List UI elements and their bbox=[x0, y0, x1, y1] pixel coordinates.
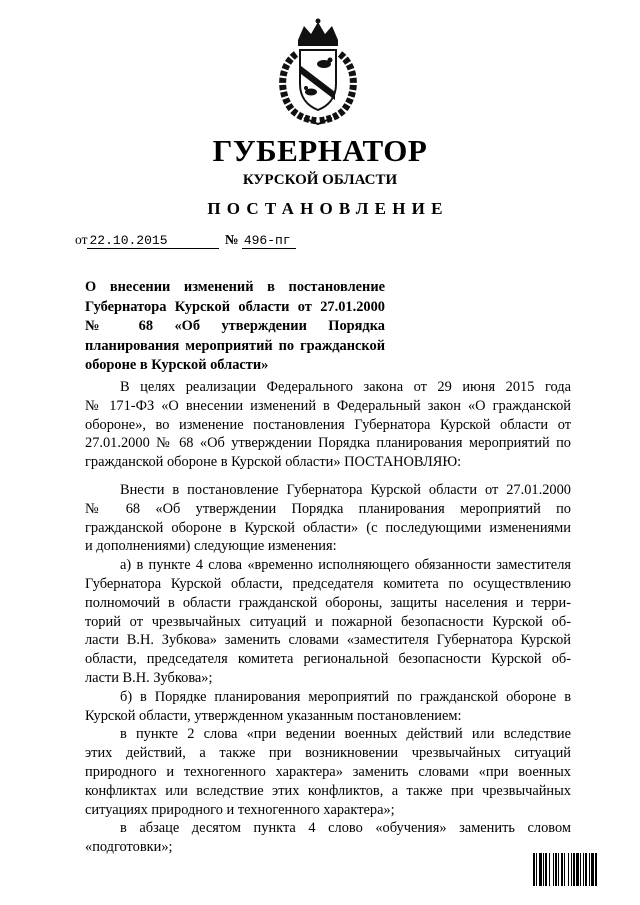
number-label: № bbox=[224, 232, 239, 247]
amendments-paragraph bbox=[85, 481, 571, 857]
barcode-icon bbox=[533, 853, 625, 886]
heading-line: планирования мероприятий по гражданской bbox=[85, 337, 385, 354]
text-line: и дополнениями) следующие изменения: bbox=[85, 538, 337, 555]
heading-line: обороне в Курской области» bbox=[85, 357, 269, 373]
document-date: 22.10.2015 bbox=[87, 233, 219, 249]
text-line: ласти В.Н. Зубкова» заменить словами «заместителя Губернатора Курской bbox=[85, 632, 571, 649]
text-line: полномочий в области гражданской обороны, защиты населения и терри- bbox=[85, 594, 571, 611]
text-line: ласти В.Н. Зубкова»; bbox=[85, 669, 213, 686]
text-line: а) в пункте 4 слова «временно исполняющего обязанности заместителя bbox=[120, 557, 571, 574]
text-line: б) в Порядке планирования мероприятий по гражданской обороне в bbox=[120, 688, 571, 705]
text-line: конфликтах или вследствие этих конфликтов, а также при чрезвычайных bbox=[85, 782, 571, 799]
text-line: «подготовки»; bbox=[85, 839, 173, 856]
heading-line: № 68 «Об утверждении Порядка bbox=[85, 318, 385, 334]
text-line: № 171-ФЗ «О внесении изменений в Федеральный закон «О гражданской bbox=[85, 397, 571, 414]
heading-line: Губернатора Курской области от 27.01.2000 bbox=[85, 298, 385, 315]
text-line: Внести в постановление Губернатора Курской области от 27.01.2000 bbox=[120, 482, 571, 498]
region-title: КУРСКОЙ ОБЛАСТИ bbox=[242, 172, 398, 188]
text-line: торий от чрезвычайных ситуаций и пожарной безопасности Курской об- bbox=[85, 613, 571, 630]
text-line: Курской области, утвержденном указанным постановлением: bbox=[85, 707, 462, 724]
text-line: В целях реализации Федерального закона от 29 июня 2015 года bbox=[120, 379, 571, 395]
document-number: 496-пг bbox=[242, 233, 296, 249]
text-line: области, председателя комитета региональной безопасности Курской об- bbox=[85, 651, 571, 668]
text-line: гражданской обороне в Курской области» ПОСТАНОВЛЯЮ: bbox=[85, 454, 462, 471]
document-type: ПОСТАНОВЛЕНИЕ bbox=[207, 199, 449, 218]
text-line: гражданской обороне в Курской области» (с последующими изменениями bbox=[85, 519, 571, 536]
text-line: 27.01.2000 № 68 «Об утверждении Порядка планирования мероприятий по bbox=[85, 435, 571, 452]
preamble-paragraph bbox=[85, 378, 571, 472]
coat-of-arms-icon bbox=[274, 18, 362, 126]
text-line: природного и техногенного характера» заменить словами «при военных bbox=[85, 763, 571, 780]
document-heading bbox=[85, 278, 385, 376]
text-line: ситуациях природного и техногенного характера»; bbox=[85, 801, 395, 818]
text-line: № 68 «Об утверждении Порядка планирования мероприятий по bbox=[85, 500, 571, 517]
heading-line: О внесении изменений в постановление bbox=[85, 279, 385, 295]
text-line: этих действий, а также при возникновении чрезвычайных ситуаций bbox=[85, 745, 571, 762]
text-line: Губернатора Курской области, председателя комитета по осуществлению bbox=[85, 575, 571, 592]
date-number-line bbox=[75, 232, 296, 249]
governor-title: ГУБЕРНАТОР bbox=[212, 133, 428, 168]
text-line: обороне», во изменение постановления Губернатора Курской области от bbox=[85, 416, 571, 433]
text-line: в пункте 2 слова «при ведении военных действий или вследствие bbox=[120, 726, 571, 743]
text-line: в абзаце десятом пункта 4 слово «обучения» заменить словом bbox=[120, 820, 571, 837]
date-label: от bbox=[75, 232, 88, 247]
